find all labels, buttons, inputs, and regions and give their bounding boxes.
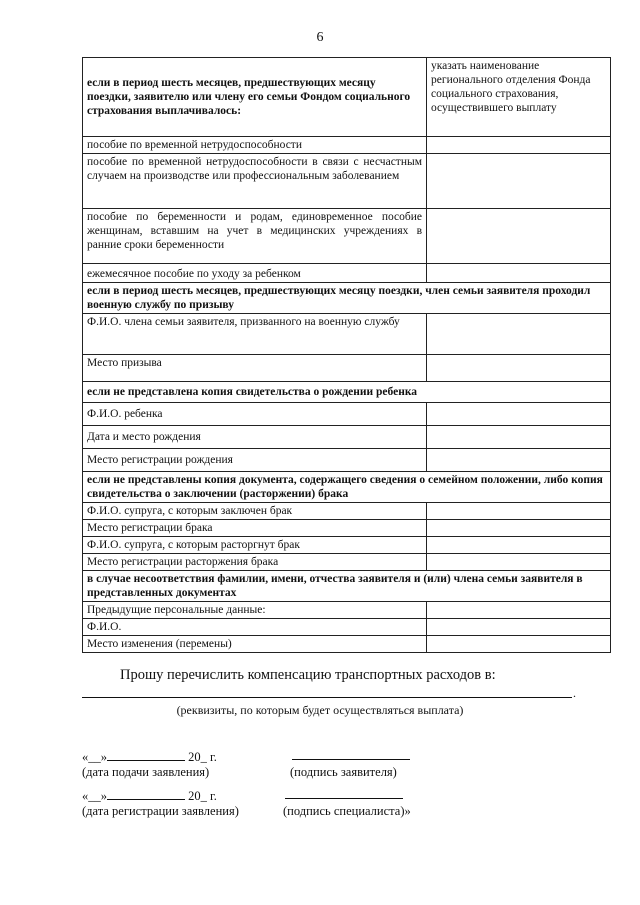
previous-full-name-label: Ф.И.О. (83, 619, 427, 636)
spouse-married-name-value[interactable] (427, 503, 611, 520)
benefit-childcare: ежемесячное пособие по уходу за ребенком (83, 264, 427, 283)
section-heading-row (83, 283, 611, 314)
table-row (83, 520, 611, 537)
name-change-place-value[interactable] (427, 636, 611, 653)
spouse-divorced-name-value[interactable] (427, 537, 611, 554)
form-table (82, 57, 611, 653)
name-change-place-label: Место изменения (перемены) (83, 636, 427, 653)
table-row (83, 449, 611, 472)
child-name-value[interactable] (427, 403, 611, 426)
header-left-cell: если в период шесть месяцев, предшествующих месяцу поездки, заявителю или члену его семьи Фондом социального страхования выплачивалось: (83, 58, 427, 137)
table-row (83, 209, 611, 264)
section-heading-row (83, 472, 611, 503)
table-row (83, 636, 611, 653)
requisites-line[interactable] (82, 683, 572, 698)
marriage-registration-value[interactable] (427, 520, 611, 537)
birth-date-place-label: Дата и место рождения (83, 426, 427, 449)
spouse-married-name-label: Ф.И.О. супруга, с которым заключен брак (83, 503, 427, 520)
military-section-heading: если в период шесть месяцев, предшествующих месяцу поездки, член семьи заявителя проходил военную службу по призыву (83, 283, 611, 314)
date-day-open: «__» (82, 789, 107, 803)
table-row (83, 264, 611, 283)
spouse-divorced-name-label: Ф.И.О. супруга, с которым расторгнут брак (83, 537, 427, 554)
birth-registration-label: Место регистрации рождения (83, 449, 427, 472)
specialist-signature-line[interactable] (285, 797, 403, 799)
registration-date-field[interactable] (82, 787, 217, 804)
marriage-registration-label: Место регистрации брака (83, 520, 427, 537)
birth-date-place-value[interactable] (427, 426, 611, 449)
registration-date-caption: (дата регистрации заявления) (82, 804, 239, 818)
previous-full-name-value[interactable] (427, 619, 611, 636)
date-year: 20_ г. (188, 789, 217, 803)
table-row (83, 554, 611, 571)
benefit-pregnancy: пособие по беременности и родам, единовременное пособие женщинам, вставшим на учет в медицинских учреждениях в ранние сроки беременности (83, 209, 427, 264)
fund-office-cell[interactable] (427, 209, 611, 264)
marriage-section-heading: если не представлены копия документа, содержащего сведения о семейном положении, либо копия свидетельства о заключении (расторжении) брака (83, 472, 611, 503)
fund-office-cell[interactable] (427, 137, 611, 154)
date-year: 20_ г. (188, 750, 217, 764)
table-row (83, 154, 611, 209)
page-number: 6 (316, 30, 324, 45)
conscription-place-label: Место призыва (83, 355, 427, 382)
birth-registration-value[interactable] (427, 449, 611, 472)
requisites-caption: (реквизиты, по которым будет осуществляться выплата) (176, 703, 464, 717)
table-header-row (83, 58, 611, 137)
header-right-cell: указать наименование регионального отделения Фонда социального страхования, осуществившего выплату (427, 58, 611, 137)
date-month-blank[interactable] (107, 787, 185, 800)
table-row (83, 426, 611, 449)
table-row (83, 537, 611, 554)
previous-personal-data-value[interactable] (427, 602, 611, 619)
requisites-line-end: . (573, 686, 576, 700)
child-name-label: Ф.И.О. ребенка (83, 403, 427, 426)
table-row (83, 602, 611, 619)
table-row (83, 403, 611, 426)
section-heading-row (83, 571, 611, 602)
table-row (83, 314, 611, 355)
submission-date-field[interactable] (82, 748, 217, 765)
date-month-blank[interactable] (107, 748, 185, 761)
conscription-place-value[interactable] (427, 355, 611, 382)
divorce-registration-label: Место регистрации расторжения брака (83, 554, 427, 571)
submission-date-caption: (дата подачи заявления) (82, 765, 210, 779)
applicant-signature-caption: (подпись заявителя) (290, 765, 397, 779)
fund-office-cell[interactable] (427, 154, 611, 209)
applicant-signature-line[interactable] (292, 758, 410, 760)
table-row (83, 503, 611, 520)
birth-section-heading: если не представлена копия свидетельства о рождении ребенка (83, 382, 611, 403)
specialist-signature-caption: (подпись специалиста)» (283, 804, 411, 818)
table-row (83, 355, 611, 382)
compensation-request-text: Прошу перечислить компенсацию транспортных расходов в: (120, 667, 496, 683)
military-member-name-value[interactable] (427, 314, 611, 355)
name-change-section-heading: в случае несоответствия фамилии, имени, отчества заявителя и (или) члена семьи заявителя в представленных документах (83, 571, 611, 602)
divorce-registration-value[interactable] (427, 554, 611, 571)
section-heading-row (83, 382, 611, 403)
military-member-name-label: Ф.И.О. члена семьи заявителя, призванного на военную службу (83, 314, 427, 355)
fund-office-cell[interactable] (427, 264, 611, 283)
table-row (83, 619, 611, 636)
benefit-accident-disability: пособие по временной нетрудоспособности в связи с несчастным случаем на производстве или профессиональным заболеванием (83, 154, 427, 209)
previous-personal-data-label: Предыдущие персональные данные: (83, 602, 427, 619)
benefit-temporary-disability: пособие по временной нетрудоспособности (83, 137, 427, 154)
table-row (83, 137, 611, 154)
date-day-open: «__» (82, 750, 107, 764)
